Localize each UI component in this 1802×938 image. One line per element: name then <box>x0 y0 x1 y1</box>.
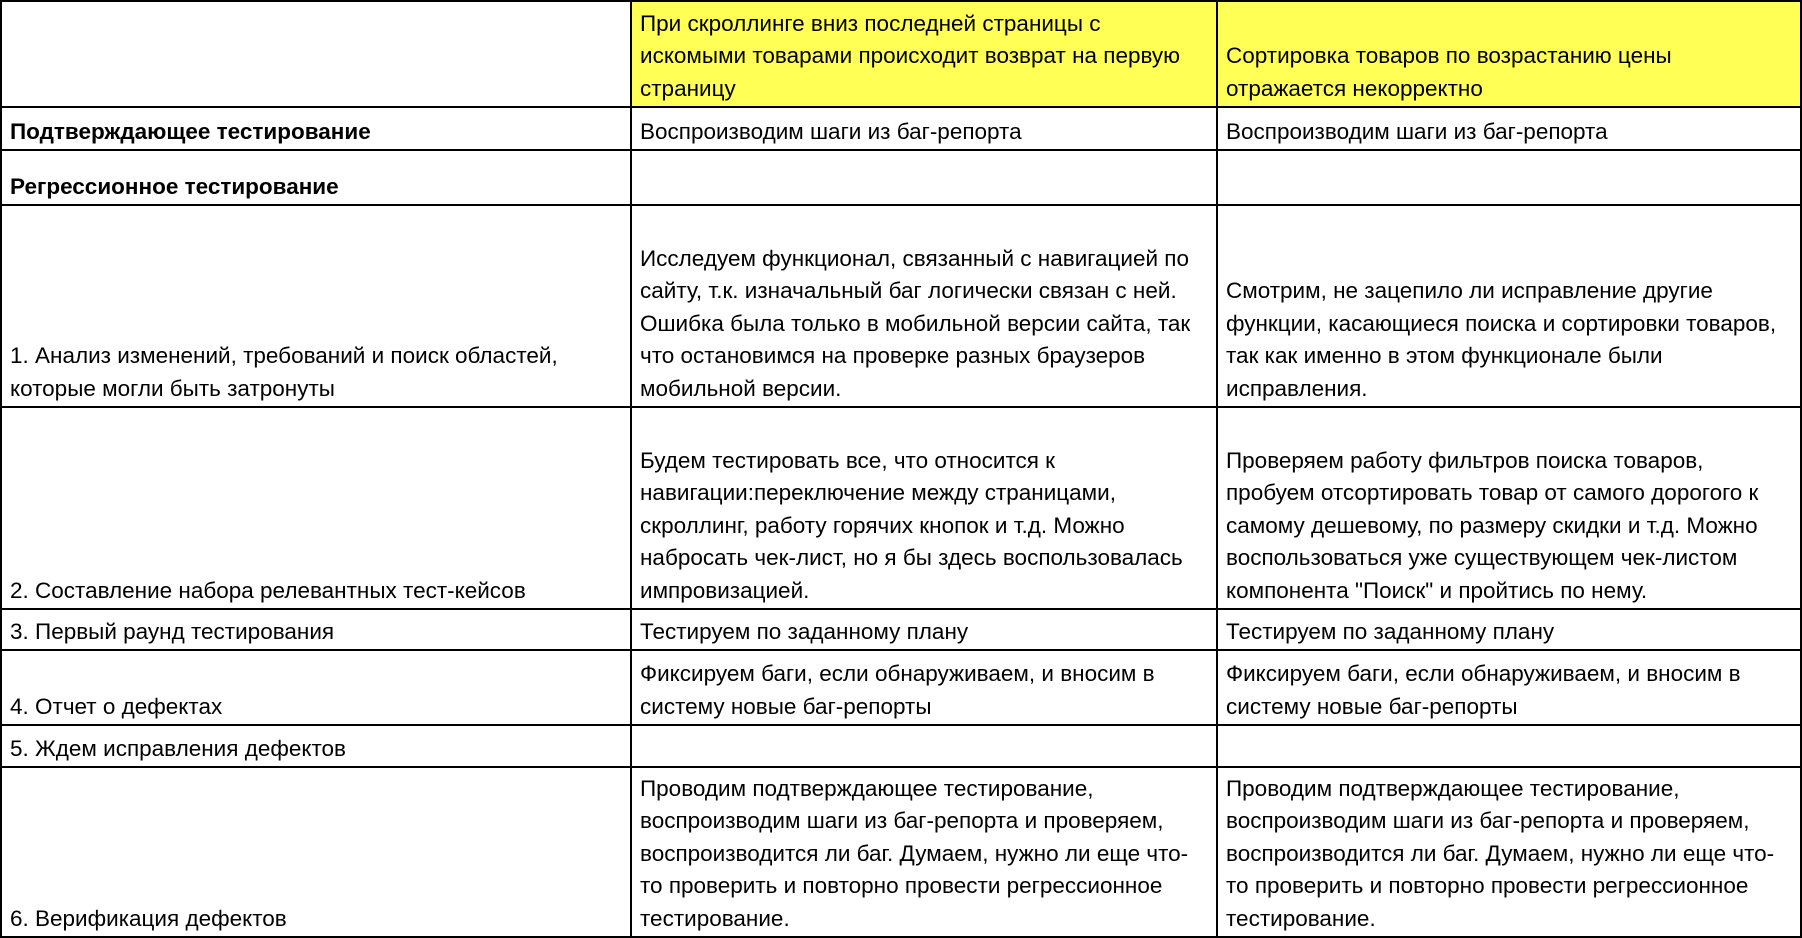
table-row <box>1 150 1801 205</box>
corner-cell[interactable] <box>1 1 631 107</box>
bug-1-cell[interactable]: Фиксируем баги, если обнаруживаем, и вносим в систему новые баг-репорты <box>631 650 1217 725</box>
row-label-cell[interactable]: 2. Составление набора релевантных тест-кейсов <box>1 407 631 609</box>
row-label-cell[interactable]: Подтверждающее тестирование <box>1 107 631 150</box>
bug-2-cell[interactable]: Проводим подтверждающее тестирование, воспроизводим шаги из баг-репорта и проверяем, воспроизводится ли баг. Думаем, нужно ли еще что-то проверить и повторно провести регрессионное тестирование. <box>1217 767 1801 937</box>
bug-2-cell[interactable]: Смотрим, не зацепило ли исправление другие функции, касающиеся поиска и сортировки товаров, так как именно в этом функционале были исправления. <box>1217 205 1801 407</box>
row-label-cell[interactable]: 6. Верификация дефектов <box>1 767 631 937</box>
bug-2-cell[interactable] <box>1217 150 1801 205</box>
table-row <box>1 609 1801 650</box>
bug-2-cell[interactable]: Тестируем по заданному плану <box>1217 609 1801 650</box>
bug-2-cell[interactable]: Фиксируем баги, если обнаруживаем, и вносим в систему новые баг-репорты <box>1217 650 1801 725</box>
row-label-cell[interactable]: 4. Отчет о дефектах <box>1 650 631 725</box>
table-row <box>1 725 1801 767</box>
bug-1-cell[interactable]: Будем тестировать все, что относится к навигации:переключение между страницами, скроллинг, работу горячих кнопок и т.д. Можно набросать чек-лист, но я бы здесь воспользовалась импровизацией. <box>631 407 1217 609</box>
bug-1-cell[interactable]: Исследуем функционал, связанный с навигацией по сайту, т.к. изначальный баг логически связан с ней. Ошибка была только в мобильной версии сайта, так что остановимся на проверке разных браузеров мобильной версии. <box>631 205 1217 407</box>
header-row <box>1 1 1801 107</box>
bug-1-cell[interactable] <box>631 150 1217 205</box>
table-row <box>1 650 1801 725</box>
row-label-cell[interactable]: Регрессионное тестирование <box>1 150 631 205</box>
row-label-cell[interactable]: 5. Ждем исправления дефектов <box>1 725 631 767</box>
bug-2-cell[interactable]: Проверяем работу фильтров поиска товаров, пробуем отсортировать товар от самого дорогого к самому дешевому, по размеру скидки и т.д. Можно воспользоваться уже существующем чек-листом компонента "Поиск" и пройтись по нему. <box>1217 407 1801 609</box>
bug-1-cell[interactable]: Воспроизводим шаги из баг-репорта <box>631 107 1217 150</box>
row-label-cell[interactable]: 1. Анализ изменений, требований и поиск областей, которые могли быть затронуты <box>1 205 631 407</box>
bug-1-cell[interactable]: Тестируем по заданному плану <box>631 609 1217 650</box>
bug-1-cell[interactable]: Проводим подтверждающее тестирование, воспроизводим шаги из баг-репорта и проверяем, воспроизводится ли баг. Думаем, нужно ли еще что-то проверить и повторно провести регрессионное тестирование. <box>631 767 1217 937</box>
bug-2-cell[interactable]: Воспроизводим шаги из баг-репорта <box>1217 107 1801 150</box>
table-row <box>1 767 1801 937</box>
bug-2-header-cell[interactable]: Сортировка товаров по возрастанию цены отражается некорректно <box>1217 1 1801 107</box>
table-row <box>1 107 1801 150</box>
table-row <box>1 205 1801 407</box>
row-label-cell[interactable]: 3. Первый раунд тестирования <box>1 609 631 650</box>
bug-1-header-cell[interactable]: При скроллинге вниз последней страницы с искомыми товарами происходит возврат на первую страницу <box>631 1 1217 107</box>
bug-2-cell[interactable] <box>1217 725 1801 767</box>
bug-1-cell[interactable] <box>631 725 1217 767</box>
table-row <box>1 407 1801 609</box>
